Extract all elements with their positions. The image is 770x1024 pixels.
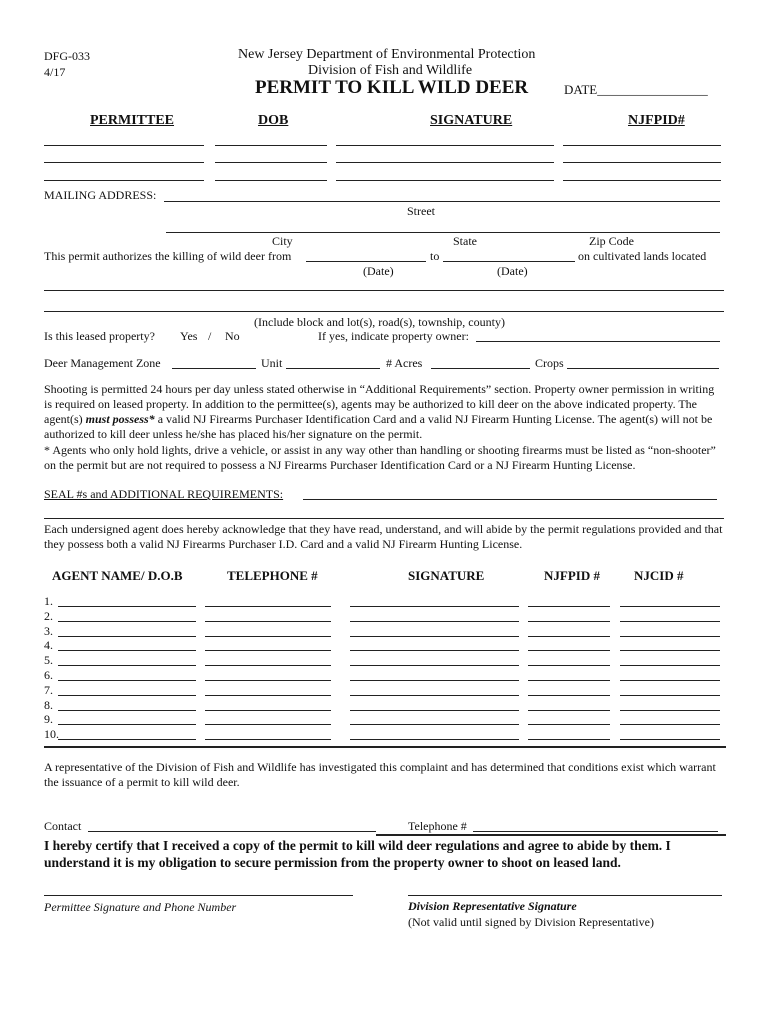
division-name: Division of Fish and Wildlife — [308, 63, 473, 78]
agent-row[interactable] — [44, 683, 734, 698]
header-agent-name-dob: AGENT NAME/ D.O.B — [52, 568, 183, 583]
agent-njcid-line[interactable] — [620, 724, 720, 725]
header-telephone: TELEPHONE # — [227, 568, 318, 583]
agent-signature-line[interactable] — [350, 665, 519, 666]
certification-statement: I hereby certify that I received a copy of the permit to kill wild deer regulations and agree to abide by them. I understand it is my obligation to secure permission from the property owner to shoot on leased land. — [44, 838, 671, 870]
agent-telephone-line[interactable] — [205, 621, 331, 622]
from-date-line[interactable] — [306, 261, 426, 262]
permittee-signature-line[interactable] — [336, 180, 554, 181]
must-possess-emphasis: must possess* — [85, 412, 155, 426]
agent-njcid-line[interactable] — [620, 695, 720, 696]
agent-name-dob-line[interactable] — [58, 636, 196, 637]
representative-statement: A representative of the Division of Fish and Wildlife has investigated this complaint and has determined that conditions exist which warrant the issuance of a permit to kill wild deer. — [44, 760, 716, 789]
agent-signature-line[interactable] — [350, 710, 519, 711]
permittee-signature-line[interactable] — [44, 895, 353, 896]
agent-row-number: 6. — [44, 668, 53, 682]
agent-row-number: 1. — [44, 594, 53, 608]
agent-signature-line[interactable] — [350, 606, 519, 607]
agent-telephone-line[interactable] — [205, 665, 331, 666]
certify-top-rule — [376, 834, 726, 836]
agent-njcid-line[interactable] — [620, 650, 720, 651]
agent-njfpid-line[interactable] — [528, 636, 610, 637]
agent-row-number: 10. — [44, 727, 59, 742]
agent-telephone-line[interactable] — [205, 606, 331, 607]
agent-telephone-line[interactable] — [205, 724, 331, 725]
seal-requirements-label: SEAL #s and ADDITIONAL REQUIREMENTS: — [44, 487, 284, 501]
agent-njcid-line[interactable] — [620, 739, 720, 740]
zone-label: Deer Management Zone — [44, 356, 161, 370]
permittee-dob-line[interactable] — [215, 180, 327, 181]
acres-line[interactable] — [431, 368, 530, 369]
header-njcid: NJCID # — [634, 568, 684, 583]
permittee-signature-label: Permittee Signature and Phone Number — [44, 900, 237, 914]
header-dob: DOB — [258, 113, 289, 128]
agent-njcid-line[interactable] — [620, 680, 720, 681]
agent-njfpid-line[interactable] — [528, 724, 610, 725]
agent-name-dob-line[interactable] — [58, 680, 196, 681]
agent-name-dob-line[interactable] — [58, 665, 196, 666]
agent-njfpid-line[interactable] — [528, 665, 610, 666]
unit-line[interactable] — [286, 368, 380, 369]
agent-signature-line[interactable] — [350, 724, 519, 725]
leased-question: Is this leased property? — [44, 329, 155, 343]
agent-name-dob-line[interactable] — [58, 724, 196, 725]
permittee-njfpid-line[interactable] — [563, 162, 721, 163]
city-label: City — [272, 234, 293, 248]
header-njfpid: NJFPID# — [628, 113, 685, 128]
authorization-text: This permit authorizes the killing of wild deer from — [44, 249, 292, 263]
agent-telephone-line[interactable] — [205, 710, 331, 711]
shooting-rules-text-2: a valid NJ Firearms Purchaser Identification Card and a valid NJ Firearm Hunting License. The agent(s) will not be authorized to kill deer unless he/she has placed his/her signature on the permit. — [44, 412, 713, 441]
crops-line[interactable] — [567, 368, 719, 369]
to-date-caption: (Date) — [497, 264, 528, 278]
telephone-label: Telephone # — [408, 819, 467, 833]
permittee-signature-line[interactable] — [336, 145, 554, 146]
agent-row[interactable] — [44, 712, 734, 727]
agent-row[interactable] — [44, 727, 734, 742]
agent-name-dob-line[interactable] — [58, 695, 196, 696]
agent-row-number: 8. — [44, 697, 53, 712]
agent-row[interactable] — [44, 594, 734, 609]
permittee-name-line[interactable] — [44, 162, 204, 163]
authorization-text-end: on cultivated lands located — [578, 249, 707, 263]
agent-signature-line[interactable] — [350, 621, 519, 622]
mailing-address-street-line[interactable] — [164, 201, 720, 202]
from-date-caption: (Date) — [363, 264, 394, 278]
agent-row[interactable] — [44, 653, 734, 668]
agent-row[interactable] — [44, 624, 734, 639]
agent-njcid-line[interactable] — [620, 665, 720, 666]
agent-signature-line[interactable] — [350, 636, 519, 637]
agent-row[interactable] — [44, 609, 734, 624]
to-label: to — [430, 249, 440, 263]
agent-signature-line[interactable] — [350, 695, 519, 696]
shooting-rules-paragraph — [44, 382, 720, 442]
permittee-dob-line[interactable] — [215, 162, 327, 163]
agent-signature-line[interactable] — [350, 739, 519, 740]
agent-name-dob-line[interactable] — [58, 739, 196, 740]
permittee-name-line[interactable] — [44, 145, 204, 146]
agent-telephone-line[interactable] — [205, 636, 331, 637]
agent-njfpid-line[interactable] — [528, 680, 610, 681]
permittee-name-line[interactable] — [44, 180, 204, 181]
form-id: DFG-033 — [44, 49, 91, 63]
agent-row-number: 5. — [44, 653, 53, 668]
agent-telephone-line[interactable] — [205, 680, 331, 681]
agent-signature-line[interactable] — [350, 680, 519, 681]
permittee-signature-line[interactable] — [336, 162, 554, 163]
agent-njfpid-line[interactable] — [528, 695, 610, 696]
agent-njfpid-line[interactable] — [528, 739, 610, 740]
agent-name-dob-line[interactable] — [58, 650, 196, 651]
mailing-address-city-line[interactable] — [166, 232, 720, 233]
division-signature-note: (Not valid until signed by Division Representative) — [408, 915, 654, 929]
location-note: (Include block and lot(s), road(s), township, county) — [254, 315, 505, 329]
street-label: Street — [407, 204, 435, 218]
leased-no-option[interactable]: No — [225, 329, 240, 343]
contact-line[interactable] — [88, 831, 376, 832]
agent-telephone-line[interactable] — [205, 739, 331, 740]
agent-name-dob-line[interactable] — [58, 710, 196, 711]
permittee-njfpid-line[interactable] — [563, 145, 721, 146]
header-agent-njfpid: NJFPID # — [544, 568, 600, 583]
permittee-njfpid-line[interactable] — [563, 180, 721, 181]
permittee-dob-line[interactable] — [215, 145, 327, 146]
agent-name-dob-line[interactable] — [58, 606, 196, 607]
crops-label: Crops — [535, 356, 564, 370]
agent-row-number: 7. — [44, 682, 53, 697]
agent-njcid-line[interactable] — [620, 621, 720, 622]
agent-njcid-line[interactable] — [620, 606, 720, 607]
agent-njfpid-line[interactable] — [528, 606, 610, 607]
division-signature-line[interactable] — [408, 895, 722, 896]
agent-njfpid-line[interactable] — [528, 621, 610, 622]
location-line-1[interactable] — [44, 290, 724, 291]
state-label: State — [453, 234, 477, 248]
leased-yes-option[interactable]: Yes — [180, 329, 198, 343]
agent-telephone-line[interactable] — [205, 650, 331, 651]
agent-row-number: 2. — [44, 608, 53, 623]
property-owner-line[interactable] — [476, 341, 720, 342]
agent-row-number: 3. — [44, 623, 53, 638]
header-agent-signature: SIGNATURE — [408, 568, 485, 583]
location-line-2[interactable] — [44, 311, 724, 312]
acres-label: # Acres — [386, 356, 423, 370]
header-permittee: PERMITTEE — [90, 113, 175, 128]
seal-requirements-line-1[interactable] — [303, 499, 717, 500]
agent-row-number: 9. — [44, 712, 53, 727]
non-shooter-footnote: * Agents who only hold lights, drive a vehicle, or assist in any way other than handling or shooting firearms must be listed as “non-shooter” on the permit but are not required to possess a NJ Firearms Purchaser Identification Card or a NJ Firearm Hunting License. — [44, 443, 716, 472]
leased-slash: / — [208, 329, 212, 343]
agents-bottom-rule — [44, 746, 726, 748]
to-date-line[interactable] — [443, 261, 575, 262]
agent-njcid-line[interactable] — [620, 636, 720, 637]
agent-signature-line[interactable] — [350, 650, 519, 651]
agent-row[interactable] — [44, 668, 734, 683]
agent-acknowledgement: Each undersigned agent does hereby acknowledge that they have read, understand, and will abide by the permit regulations provided and that they possess both a valid NJ Firearms Purchaser I.D. Card and a valid NJ Firearm Hunting License. — [44, 522, 723, 551]
page-title: PERMIT TO KILL WILD DEER — [255, 77, 529, 98]
mailing-address-label: MAILING ADDRESS: — [44, 188, 157, 202]
unit-label: Unit — [261, 356, 283, 370]
agent-row[interactable] — [44, 638, 734, 653]
agent-njfpid-line[interactable] — [528, 650, 610, 651]
agent-name-dob-line[interactable] — [58, 621, 196, 622]
agent-telephone-line[interactable] — [205, 695, 331, 696]
zone-line[interactable] — [172, 368, 256, 369]
agency-name: New Jersey Department of Environmental Protection — [238, 47, 536, 62]
agent-njfpid-line[interactable] — [528, 710, 610, 711]
form-revision-date: 4/17 — [44, 65, 66, 79]
telephone-line[interactable] — [473, 831, 718, 832]
agent-row[interactable] — [44, 698, 734, 713]
agent-row-number: 4. — [44, 638, 53, 653]
contact-label: Contact — [44, 819, 82, 833]
date-field[interactable]: DATE_________________ — [564, 82, 708, 97]
division-signature-label: Division Representative Signature — [408, 899, 577, 913]
header-signature: SIGNATURE — [430, 113, 513, 128]
property-owner-label: If yes, indicate property owner: — [318, 329, 469, 343]
seal-requirements-line-2[interactable] — [44, 518, 724, 519]
shooting-rules-text-1: Shooting is permitted 24 hours per day unless stated otherwise in “Additional Requirements” section. Property owner permission in writing is required on leased property. In addition to the permittee(s), agents may be authorized to kill deer on the above indicated property. The agent(s) — [44, 382, 715, 426]
agent-njcid-line[interactable] — [620, 710, 720, 711]
zip-label: Zip Code — [589, 234, 634, 248]
